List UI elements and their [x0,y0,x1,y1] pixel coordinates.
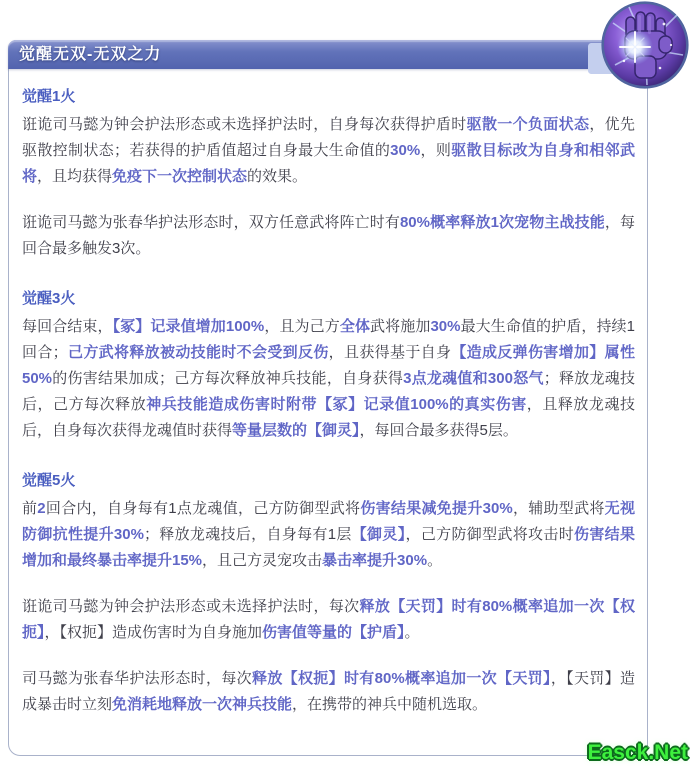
body-text: ，且己方灵宠攻击 [202,552,323,569]
body-text: ，且均获得 [37,168,113,185]
body-text: 前 [22,500,38,517]
body-text: ，【权扼】造成伤害时为自身施加 [44,624,263,641]
body-text: 每回合结束， [22,318,113,335]
body-text: ，【天罚】造成暴击时立刻 [22,670,635,713]
body-text: ，且获得基于自身 [328,344,452,361]
emphasis-text: 神兵技能造成伤害时附带【冢】记录值100%的真实伤害 [146,396,527,413]
body-text: ，每回合最多获得5层。 [359,422,518,439]
emphasis-text: 【御灵】 [351,526,406,543]
skill-paragraph [22,496,635,574]
skill-section [22,286,635,444]
skill-paragraph [22,594,635,646]
body-text: 司马懿为张春华护法形态时，每次 [22,670,252,687]
body-text: 的伤害结果加成；己方每次释放神兵技能，自身获得 [52,370,404,387]
emphasis-text: 30% [430,318,461,335]
body-text: 。 [404,624,420,641]
skill-title-bar [8,40,648,69]
skill-paragraph [22,112,635,190]
emphasis-text: 伤害结果减免提升30% [360,500,513,517]
body-text: 武将施加 [370,318,431,335]
body-text: ，己方防御型武将攻击时 [405,526,575,543]
body-text: 回合内，自身每有1点龙魂值，己方防御型武将 [45,500,361,517]
section-heading: 觉醒3火 [22,290,76,307]
body-text: 诳诡司马懿为钟会护法形态或未选择护法时，每次 [22,598,360,615]
emphasis-text: 无视防御抗性提升30% [22,500,635,543]
emphasis-text: 免消耗地释放一次神兵技能 [112,696,293,713]
emphasis-text: 免疫下一次控制状态 [112,168,248,185]
skill-paragraph [22,210,635,262]
body-text: 。 [427,552,443,569]
body-text: ；释放龙魂技后，自身每有1层 [143,526,352,543]
body-text: ，辅助型武将 [512,500,605,517]
section-heading: 觉醒1火 [22,88,76,105]
skill-section [22,84,635,262]
emphasis-text: 驱散目标改为自身和相邻武将 [22,142,635,185]
emphasis-text: 【造成反弹伤害增加】属性50% [22,344,635,387]
emphasis-text: 3点龙魂值和300怒气 [403,370,544,387]
body-text: 最大生命值的护盾，持续1回合； [22,318,635,361]
emphasis-text: 伤害结果增加和最终暴击率提升15% [22,526,635,569]
emphasis-text: 等量层数的【御灵】 [232,422,360,439]
body-text: 的效果。 [247,168,308,185]
body-text: ，则 [420,142,452,159]
emphasis-text: 【冢】记录值增加100% [112,318,265,335]
body-text: ，每回合最多触发3次。 [22,214,635,257]
skill-section [22,468,635,718]
body-text: 诳诡司马懿为张春华护法形态时，双方任意武将阵亡时有 [22,214,400,231]
emphasis-text: 全体 [339,318,371,335]
emphasis-text: 暴击率提升30% [322,552,428,569]
sections-container [22,84,635,718]
emphasis-text: 伤害值等量的【护盾】 [262,624,405,641]
skill-content [9,41,647,718]
section-heading: 觉醒5火 [22,472,76,489]
emphasis-text: 30% [390,142,421,159]
skill-paragraph [22,314,635,444]
watermark: Easck.Net [587,741,688,764]
body-text: ；释放龙魂技后，己方每次释放 [22,370,635,413]
emphasis-text: 驱散一个负面状态 [466,116,590,133]
emphasis-text: 80%概率释放1次宠物主战技能 [399,214,605,231]
emphasis-text: 己方武将释放被动技能时不会受到反伤 [67,344,329,361]
skill-paragraph [22,666,635,718]
emphasis-text: 释放【天罚】时有80%概率追加一次【权扼】 [22,598,635,641]
body-text: ，在携带的神兵中随机选取。 [292,696,488,713]
emphasis-text: 释放【权扼】时有80%概率追加一次【天罚】 [251,670,551,687]
skill-description-card [8,40,648,756]
body-text: ，优先驱散控制状态；若获得的护盾值超过自身最大生命值的 [22,116,635,159]
emphasis-text: 2 [37,500,46,517]
fist-orb-skill-icon [601,1,689,89]
body-text: ，且释放龙魂技后，自身每次获得龙魂值时获得 [22,396,635,439]
body-text: 诳诡司马懿为钟会护法形态或未选择护法时，自身每次获得护盾时 [22,116,467,133]
skill-title: 觉醒无双-无双之力 [19,46,162,63]
body-text: ，且为己方 [264,318,340,335]
